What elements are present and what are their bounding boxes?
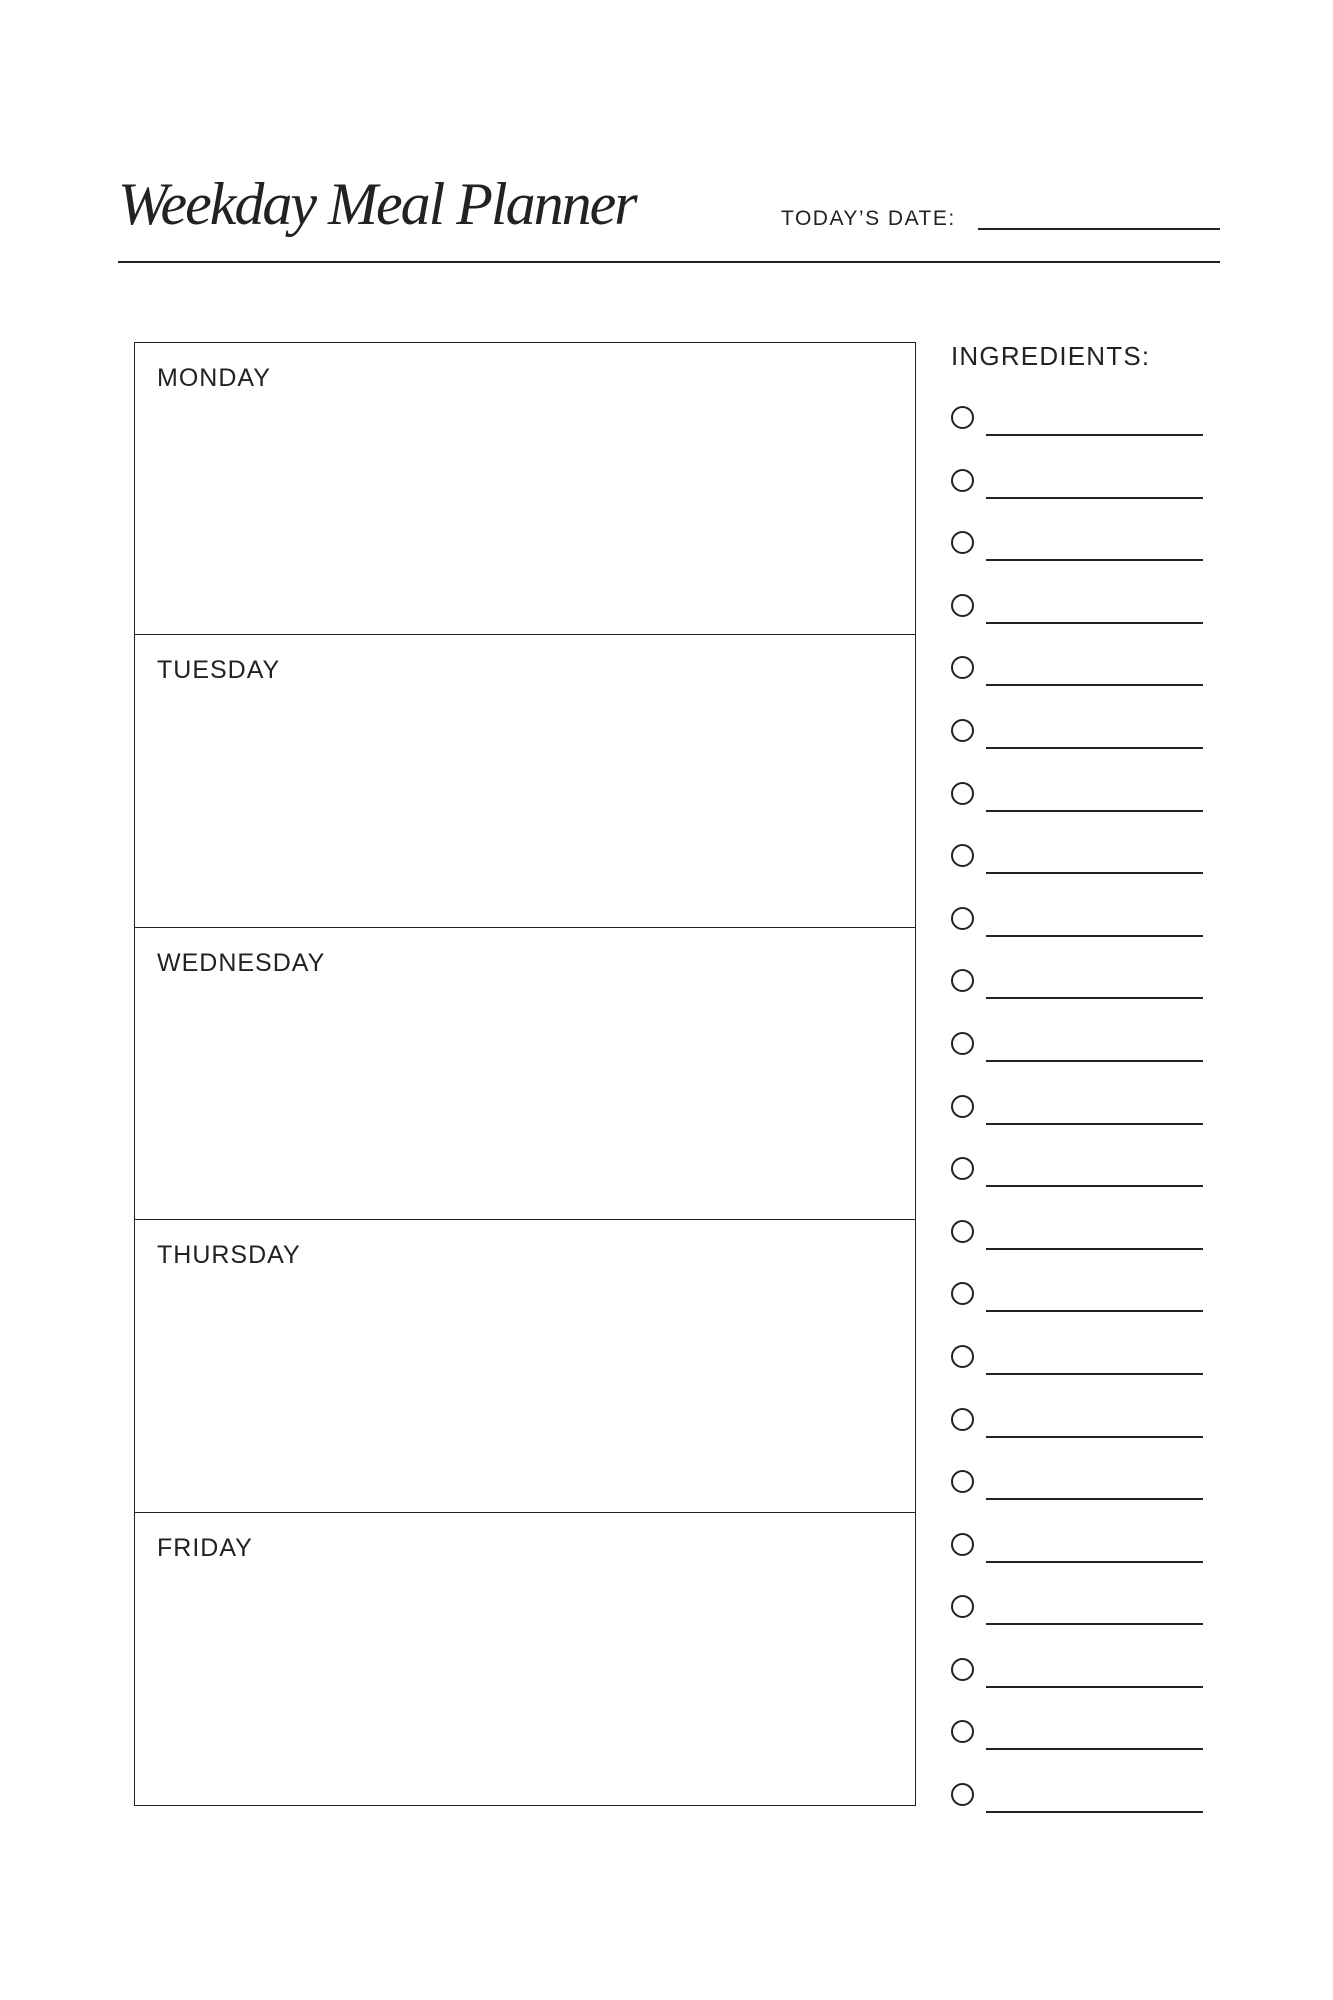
- checkbox-circle-icon[interactable]: [951, 1533, 974, 1556]
- checkbox-circle-icon[interactable]: [951, 1720, 974, 1743]
- checkbox-circle-icon[interactable]: [951, 1157, 974, 1180]
- ingredient-line[interactable]: [986, 747, 1203, 749]
- ingredient-item: [951, 1654, 1241, 1717]
- day-box-wednesday[interactable]: [135, 928, 915, 1220]
- ingredient-line[interactable]: [986, 872, 1203, 874]
- ingredient-item: [951, 1404, 1241, 1467]
- checkbox-circle-icon[interactable]: [951, 1408, 974, 1431]
- ingredient-line[interactable]: [986, 684, 1203, 686]
- checkbox-circle-icon[interactable]: [951, 1032, 974, 1055]
- ingredient-item: [951, 1779, 1241, 1842]
- checkbox-circle-icon[interactable]: [951, 1282, 974, 1305]
- checkbox-circle-icon[interactable]: [951, 656, 974, 679]
- ingredient-line[interactable]: [986, 497, 1203, 499]
- ingredient-line[interactable]: [986, 810, 1203, 812]
- ingredient-line[interactable]: [986, 559, 1203, 561]
- ingredient-item: [951, 1216, 1241, 1279]
- checkbox-circle-icon[interactable]: [951, 1470, 974, 1493]
- checkbox-circle-icon[interactable]: [951, 469, 974, 492]
- day-label: MONDAY: [157, 364, 271, 392]
- day-label: WEDNESDAY: [157, 948, 326, 977]
- day-label: TUESDAY: [157, 656, 281, 685]
- ingredient-line[interactable]: [986, 1811, 1203, 1813]
- ingredient-item: [951, 1529, 1241, 1592]
- checkbox-circle-icon[interactable]: [951, 782, 974, 805]
- day-label: THURSDAY: [157, 1241, 301, 1270]
- checkbox-circle-icon[interactable]: [951, 1595, 974, 1618]
- ingredient-line[interactable]: [986, 1060, 1203, 1062]
- day-label: FRIDAY: [157, 1533, 253, 1562]
- ingredient-item: [951, 1716, 1241, 1779]
- ingredient-item: [951, 590, 1241, 653]
- ingredient-item: [951, 840, 1241, 903]
- ingredient-item: [951, 1153, 1241, 1216]
- checkbox-circle-icon[interactable]: [951, 1345, 974, 1368]
- ingredient-line[interactable]: [986, 622, 1203, 624]
- todays-date-label: TODAY’S DATE:: [781, 207, 956, 230]
- ingredient-line[interactable]: [986, 1748, 1203, 1750]
- checkbox-circle-icon[interactable]: [951, 1783, 974, 1806]
- ingredient-item: [951, 1028, 1241, 1091]
- ingredient-line[interactable]: [986, 1436, 1203, 1438]
- day-box-thursday[interactable]: [135, 1220, 915, 1512]
- day-box-monday[interactable]: [135, 343, 915, 635]
- ingredient-line[interactable]: [986, 1686, 1203, 1688]
- checkbox-circle-icon[interactable]: [951, 969, 974, 992]
- ingredient-item: [951, 1591, 1241, 1654]
- checkbox-circle-icon[interactable]: [951, 531, 974, 554]
- ingredient-item: [951, 652, 1241, 715]
- ingredient-line[interactable]: [986, 1561, 1203, 1563]
- checkbox-circle-icon[interactable]: [951, 1220, 974, 1243]
- checkbox-circle-icon[interactable]: [951, 1658, 974, 1681]
- ingredient-line[interactable]: [986, 1123, 1203, 1125]
- ingredient-line[interactable]: [986, 1185, 1203, 1187]
- checkbox-circle-icon[interactable]: [951, 719, 974, 742]
- checkbox-circle-icon[interactable]: [951, 907, 974, 930]
- ingredient-line[interactable]: [986, 1623, 1203, 1625]
- ingredient-item: [951, 778, 1241, 841]
- ingredient-item: [951, 527, 1241, 590]
- ingredient-item: [951, 1278, 1241, 1341]
- ingredient-item: [951, 1466, 1241, 1529]
- ingredient-line[interactable]: [986, 935, 1203, 937]
- checkbox-circle-icon[interactable]: [951, 406, 974, 429]
- ingredients-list: [951, 402, 1241, 1842]
- days-grid: [134, 342, 916, 1806]
- ingredient-item: [951, 965, 1241, 1028]
- ingredient-item: [951, 903, 1241, 966]
- page-title: Weekday Meal Planner: [118, 171, 636, 237]
- todays-date-field[interactable]: [978, 228, 1220, 230]
- checkbox-circle-icon[interactable]: [951, 844, 974, 867]
- ingredient-item: [951, 1091, 1241, 1154]
- ingredient-line[interactable]: [986, 1310, 1203, 1312]
- day-box-friday[interactable]: [135, 1513, 915, 1805]
- checkbox-circle-icon[interactable]: [951, 1095, 974, 1118]
- ingredient-item: [951, 402, 1241, 465]
- day-box-tuesday[interactable]: [135, 635, 915, 927]
- ingredient-line[interactable]: [986, 1373, 1203, 1375]
- checkbox-circle-icon[interactable]: [951, 594, 974, 617]
- ingredient-line[interactable]: [986, 1498, 1203, 1500]
- ingredients-heading: INGREDIENTS:: [951, 341, 1151, 371]
- ingredient-item: [951, 1341, 1241, 1404]
- ingredient-line[interactable]: [986, 997, 1203, 999]
- ingredient-item: [951, 715, 1241, 778]
- ingredient-line[interactable]: [986, 434, 1203, 436]
- header-divider: [118, 261, 1220, 263]
- ingredient-item: [951, 465, 1241, 528]
- ingredient-line[interactable]: [986, 1248, 1203, 1250]
